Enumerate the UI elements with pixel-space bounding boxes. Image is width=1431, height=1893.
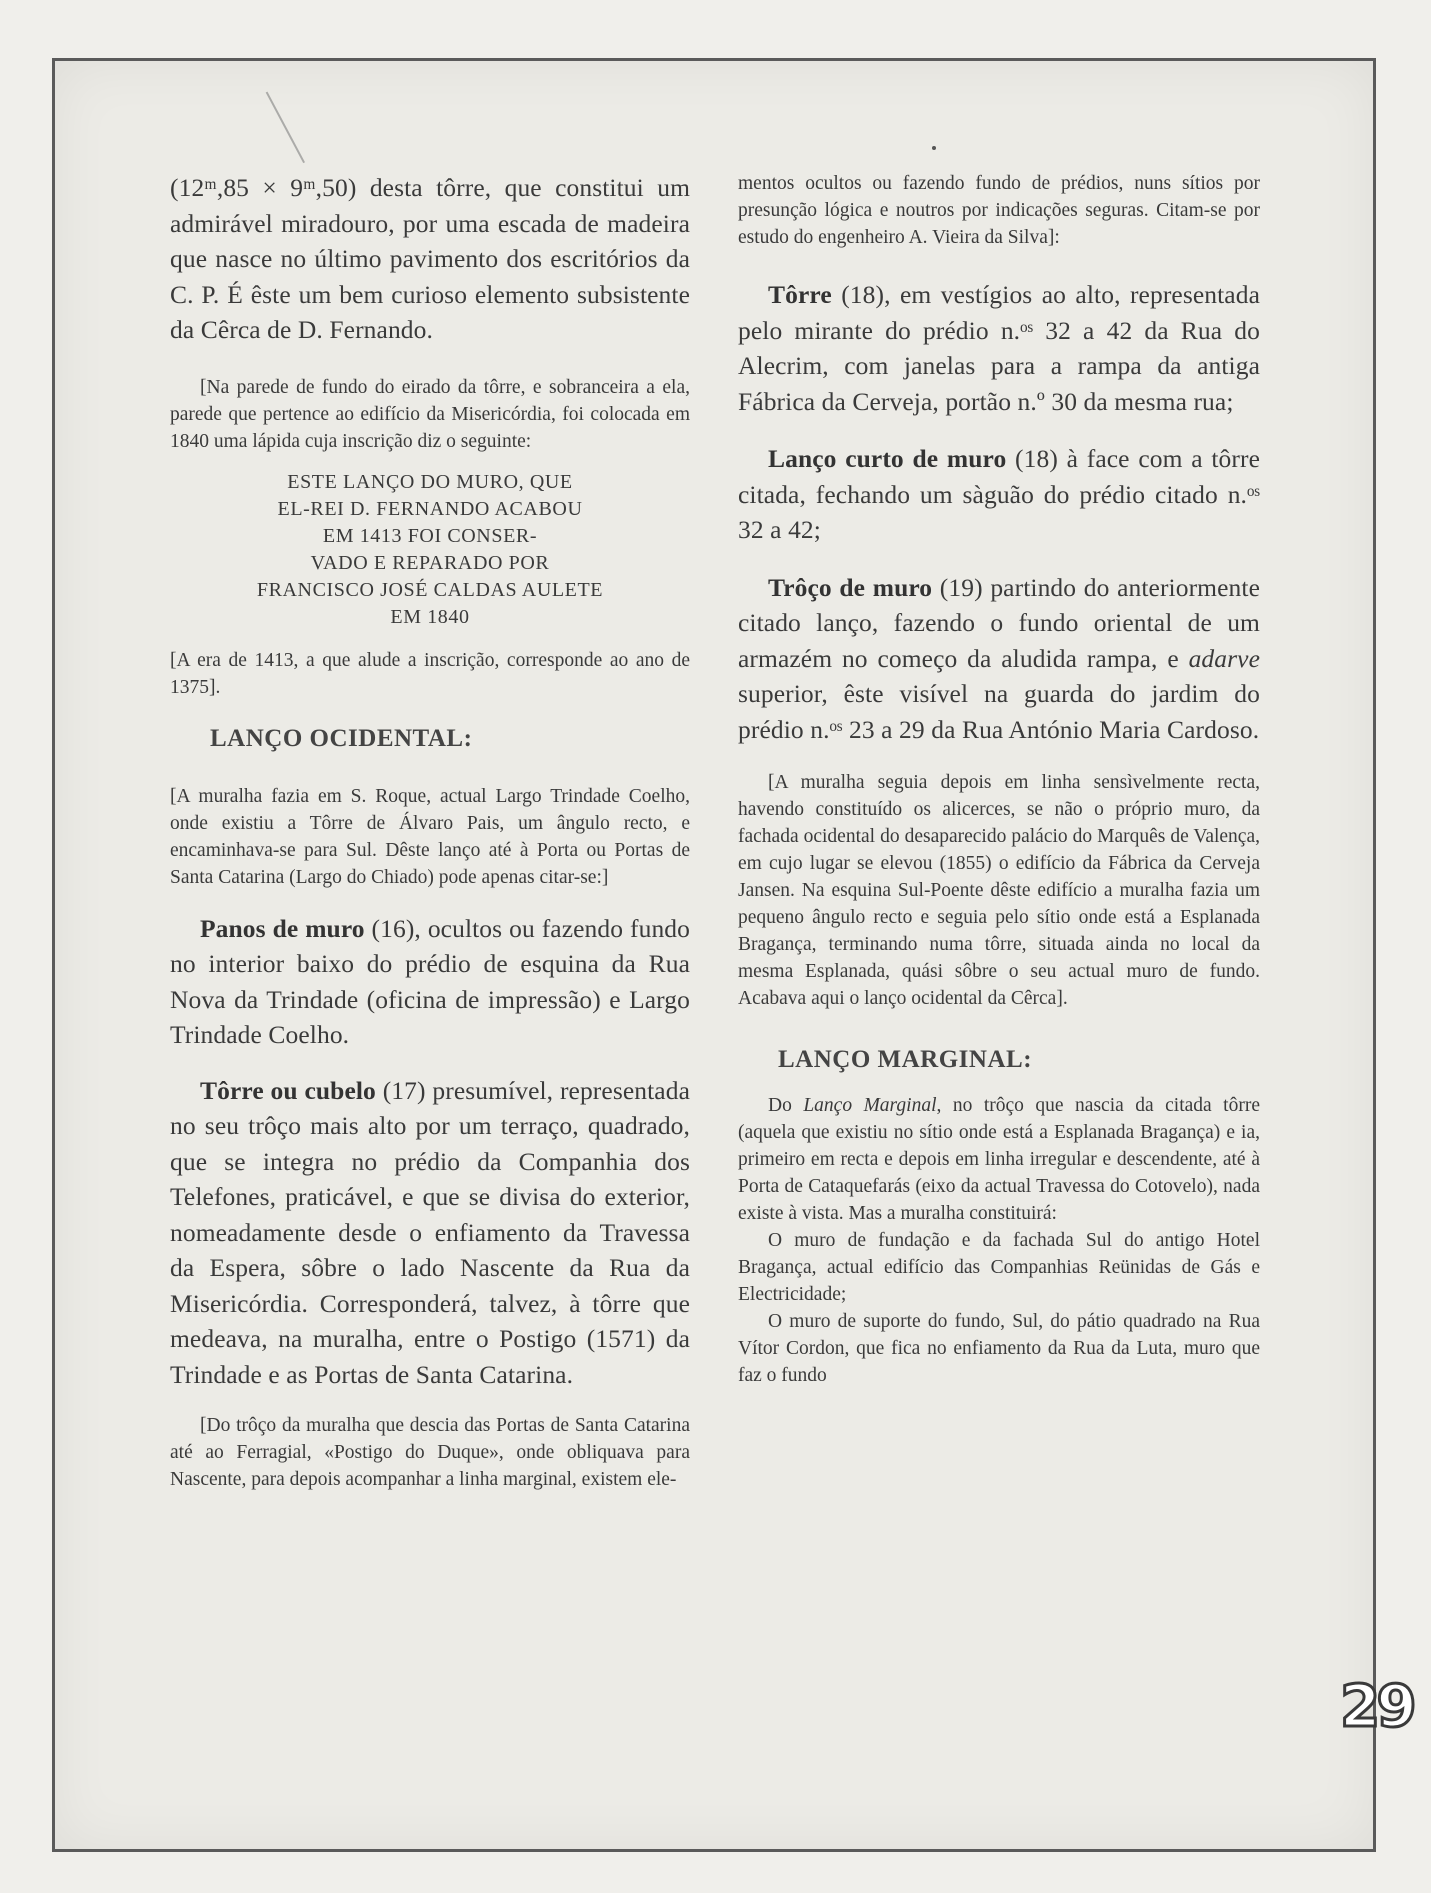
inscription-line: EM 1840 xyxy=(390,605,470,628)
paragraph-text: Do xyxy=(768,1095,804,1116)
note-paragraph: O muro de suporte do fundo, Sul, do pátio quadrado na Rua Vítor Cordon, que fica no enfiamento da Rua da Luta, muro que faz o fundo xyxy=(738,1311,1260,1386)
paragraph xyxy=(738,441,1260,548)
keyword: Panos de muro xyxy=(200,913,365,943)
paragraph-text: (17) presumível, representada no seu trôço mais alto por um terraço, quadrado, que se integra no prédio da Companhia dos Telefones, praticável, e que se divisa do exterior, nomeadamente desde o enfiamento da Travessa da Espera, sôbre o lado Nascente da Rua da Misericórdia. Corresponderá, talvez, à tôrre que medeava, na muralha, entre o Postigo (1571) da Trindade e as Portas de Santa Catarina. xyxy=(170,1075,690,1389)
keyword: Tôrre ou cubelo xyxy=(200,1075,376,1105)
inscription-line: EM 1413 FOI CONSER- xyxy=(322,524,538,547)
inscription-line: VADO E REPARADO POR xyxy=(310,551,550,574)
paragraph xyxy=(738,277,1260,419)
note-paragraph: mentos ocultos ou fazendo fundo de prédios, nuns sítios por presunção lógica e noutros por indicações seguras. Citam-se por estudo do engenheiro A. Vieira da Silva]: xyxy=(738,173,1260,248)
keyword: Lanço curto de muro xyxy=(768,444,1007,473)
inscription xyxy=(170,469,690,631)
section-heading: LANÇO OCIDENTAL: xyxy=(210,724,473,752)
section-heading: LANÇO MARGINAL: xyxy=(778,1046,1033,1073)
paragraph-text: (18), em vestígios ao alto, representada pelo mirante do prédio n.ᵒˢ 32 a 42 da Rua do Alecrim, com janelas para a rampa da antiga Fábrica da Cerveja, portão n.º 30 da mesma rua; xyxy=(738,280,1260,416)
right-column xyxy=(738,170,1260,1389)
note-paragraph: [A muralha fazia em S. Roque, actual Largo Trindade Coelho, onde existiu a Tôrre de Álvaro Pais, um ângulo recto, e encaminhava-se para Sul. Dêste lanço até à Porta ou Portas de Santa Catarina (Largo do Chiado) pode apenas citar-se:] xyxy=(170,785,690,888)
dot-mark xyxy=(932,146,936,150)
paragraph xyxy=(170,1073,690,1393)
note-paragraph: O muro de fundação e da fachada Sul do antigo Hotel Bragança, actual edifício das Companhias Reünidas de Gás e Electricidade; xyxy=(738,1230,1260,1305)
paragraph xyxy=(738,1092,1260,1227)
page-number: 29 xyxy=(1340,1672,1413,1740)
inscription-line: FRANCISCO JOSÉ CALDAS AULETE xyxy=(256,578,604,601)
paragraph-text: (18) à face com a tôrre citada, fechando um sàguão do prédio citado n.ᵒˢ 32 a 42; xyxy=(738,444,1260,544)
note-paragraph: [Do trôço da muralha que descia das Portas de Santa Catarina até ao Ferragial, «Postigo do Duque», onde obliquava para Nascente, para depois acompanhar a linha marginal, existem ele- xyxy=(170,1415,690,1490)
paragraph: (12ᵐ,85 × 9ᵐ,50) desta tôrre, que constitui um admirável miradouro, por uma escada de madeira que nasce no último pavimento dos escritórios da C. P. É êste um bem curioso elemento subsistente da Cêrca de D. Fernando. xyxy=(170,173,690,344)
left-column xyxy=(170,170,690,1493)
paragraph-text: (19) partindo do anteriormente citado lanço, fazendo o fundo oriental de um armazém no começo da aludida rampa, e xyxy=(738,572,1260,673)
paragraph-text: (16), ocultos ou fazendo fundo no interior baixo do prédio de esquina da Rua Nova da Trindade (oficina de impressão) e Largo Trindade Coelho. xyxy=(170,913,690,1049)
keyword: Trôço de muro xyxy=(768,572,933,602)
note-paragraph: [A muralha seguia depois em linha sensìvelmente recta, havendo constituído os alicerces, se não o próprio muro, da fachada ocidental do desaparecido palácio do Marquês de Valença, em cujo lugar se elevou (1855) o edifício da Fábrica da Cerveja Jansen. Na esquina Sul-Poente dêste edifício a muralha fazia um pequeno ângulo recto e seguia pelo sítio onde está a Esplanada Bragança, terminando numa tôrre, situada ainda no local da mesma Esplanada, quási sôbre o seu actual muro de fundo. Acabava aqui o lanço ocidental da Cêrca]. xyxy=(738,772,1260,1009)
note-paragraph: [A era de 1413, a que alude a inscrição, corresponde ao ano de 1375]. xyxy=(170,649,690,698)
paragraph xyxy=(170,911,690,1053)
note-paragraph: [Na parede de fundo do eirado da tôrre, e sobranceira a ela, parede que pertence ao edifício da Misericórdia, foi colocada em 1840 uma lápida cuja inscrição diz o seguinte: xyxy=(170,376,690,452)
inscription-line: ESTE LANÇO DO MURO, QUE xyxy=(287,470,573,493)
paragraph-text: superior, êste visível na guarda do jardim do prédio n.ᵒˢ 23 a 29 da Rua António Maria Cardoso. xyxy=(738,679,1260,744)
paragraph-text: , no trôço que nascia da citada tôrre (aquela que existiu no sítio onde está a Esplanada Bragança) e ia, primeiro em recta e depois em linha irregular e descendente, até à Porta de Cataquefarás (eixo da actual Travessa do Cotovelo), nada existe à vista. Mas a muralha constituirá: xyxy=(738,1095,1260,1224)
keyword: Tôrre xyxy=(768,280,832,309)
inscription-line: EL-REI D. FERNANDO ACABOU xyxy=(277,497,583,520)
paragraph xyxy=(738,570,1260,748)
italic-term: adarve xyxy=(1188,643,1260,673)
italic-term: Lanço Marginal xyxy=(803,1095,937,1116)
